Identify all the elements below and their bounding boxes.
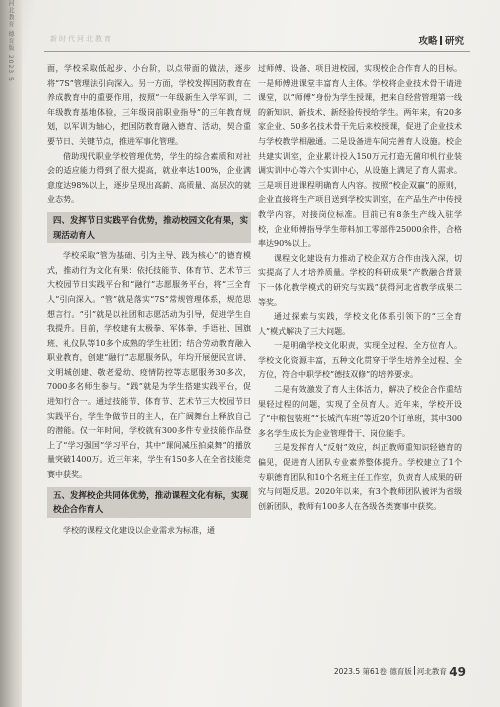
section-divider [440,36,442,45]
paragraph: 一是明确学校文化职责，实现全过程、全方位育人。学校文化资源丰富，五种文化贯穿于学生培养全过程、全方位，符合中职学校“德技双修”的培养要求。 [258,341,462,380]
section-label-right: 研究 [444,36,464,47]
page-number: 49 [449,665,466,679]
running-header: 新时代河北教育 [50,35,113,43]
paragraph: 通过探索与实践，学校文化体系引领下的“三全育人”模式解决了三大问题。 [258,312,462,336]
left-column [47,62,251,538]
issue-info: 2023.5 第61卷 德育版 [333,667,412,676]
section-tag [418,33,464,47]
right-column [258,62,462,514]
paragraph: 二是有效激发了育人主体活力，解决了校企合作重结果轻过程的问题，实现了全员育人。近年来，学校开设了“中粮包装班”“长城汽车班”等近20个订单班，其中300多名学生成长为企业管理骨干、岗位能手。 [258,385,462,438]
paragraph: 学校的课程文化建设以企业需求为标准，通 [63,525,215,535]
section-heading-5: 五、发挥校企共同体优势，推动课程文化有标，实现校企合作育人 [47,487,251,518]
section-label-left: 攻略 [418,36,438,47]
page-binding [0,0,22,707]
page-footer [334,665,466,679]
journal-name: 河北教育 [416,667,447,676]
spine-text: 河北教育 德育版 2023 5 [7,0,14,82]
paragraph: 借助现代职业学校管理优势，学生的综合素质和对社会的适应能力得到了很大提高，就业率达100%，企业满意度达98%以上，逐步呈现出高薪、高质量、高层次的就业态势。 [47,151,251,205]
paragraph: 三是发挥育人“反射”效应，纠正教师重知识轻德育的偏见，促进育人团队专业素养整体提升。学校建立了1个专职德育团队和10个名班主任工作室，负责育人成果的研究与问题反思。2020年以来，有3个教师团队被评为省级创新团队，教师有100多人在各级各类赛事中获奖。 [258,443,462,511]
paragraph: 课程文化建设有力推动了校企双方合作由浅入深，切实提高了人才培养质量。学校的科研成果“产教融合背景下一体化教学模式的研究与实践”获得河北省教学成果二等奖。 [258,253,462,307]
header-rule [44,51,470,52]
paragraph: 学校采取“管为基础、引为主导、践为核心”的德育模式，推动行为文化有果：依托技能节、体育节、艺术节三大校园节日实践平台和“融行”志愿服务平台，将“三全育人”引向深入。“管”就是落实“7S”常规管理体系，规范思想言行。“引”就是以社团和志愿活动为引导，促进学生自我提升。目前，学校建有太极拳、军体拳、手语社、国旗班、礼仪队等10多个成熟的学生社团；结合劳动教育融入职业教育，创建“融行”志愿服务队，年均开展便民宣讲、文明城创建、敬老爱幼、疫情防控等志愿服务30多次，7000多名师生参与。“践”就是为学生搭建实践平台，促进知行合一。通过技能节、体育节、艺术节三大校园节日实践平台，学生争做节日的主人，在广阔舞台上释放自己的潜能。仅一年时间，学校就有300多件专业技能作品登上了“学习强国”学习平台，其中“课间减压拍桌舞”的播放量突破1400万。近三年来，学生有150多人在全省技能竞赛中获奖。 [47,251,251,480]
paragraph: 面，学校采取低起步、小台阶，以点带面的做法，逐步将“7S”管理法引向深入。另一方面，学校发挥国防教育在养成教育中的重要作用，按照“一年级新生入学军训，二年级教育基地体验，三年级岗前职业指导”的三年教育规划，以军训为轴心，把国防教育融入德育、活动，契合重要节日、关键节点，推进军事化管理。 [47,64,251,146]
footer-divider [414,666,415,675]
section-heading-4: 四、发挥节日实践平台优势，推动校园文化有果，实现活动育人 [47,212,251,243]
paragraph: 过师傅、设备、项目进校园，实现校企合作育人的目标。一是师傅进课堂丰富育人主体。学校将企业技术骨干请进课堂，以“师傅”身份为学生授课，把来自经营管理第一线的新知识、新技术、新经验传授给学生。两年来，有20多家企业、50多名技术骨干先后来校授课，促进了企业技术与学校教学相融通。二是设备进车间完善育人设施。校企共建实训室，企业累计投入150万元打造无菌印机行业装调实训中心等六个实训中心，从设施上满足了育人需求。三是项目进课程明确育人内容。按照“校企双赢”的原则，企业直接将生产项目送到学校实训室，在产品生产中传授教学内容，对接岗位标准。目前已有8条生产线入驻学校，企业师傅指导学生带料加工零部件25000余件，合格率达90%以上。 [258,64,462,249]
